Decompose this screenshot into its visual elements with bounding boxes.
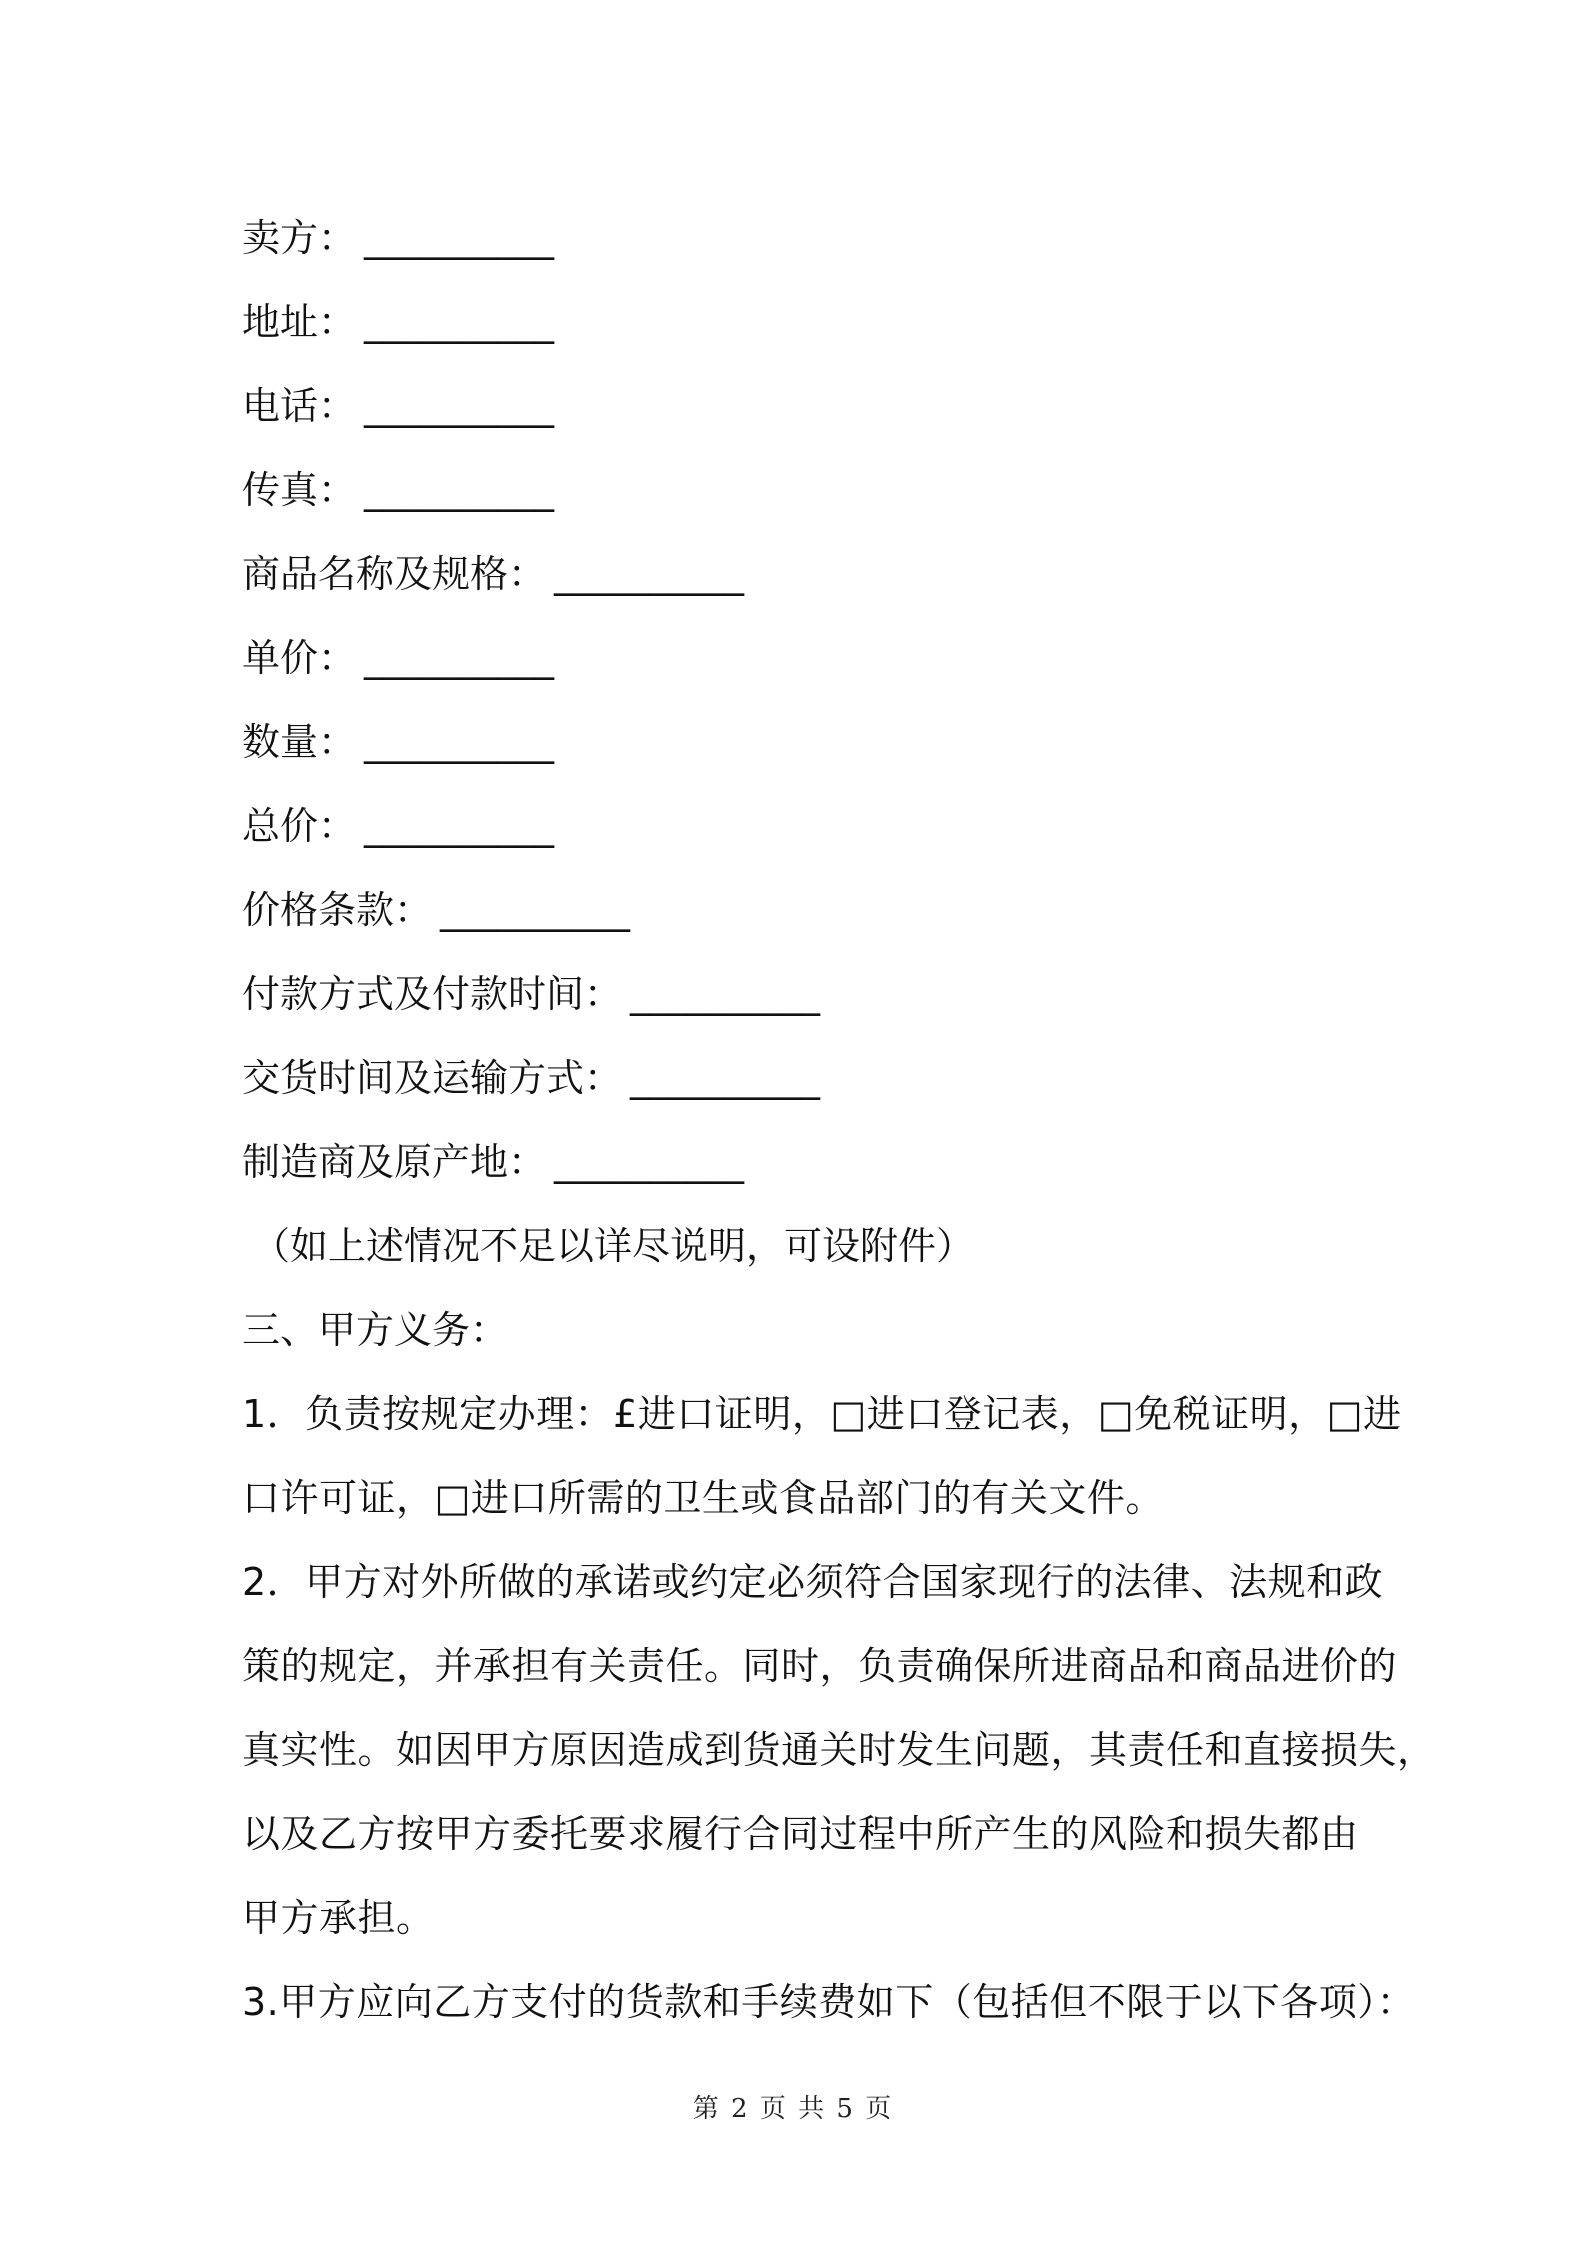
- paragraph-line: 3.甲方应向乙方支付的货款和手续费如下（包括但不限于以下各项）：: [242, 1980, 1416, 2024]
- attachment-note: （如上述情况不足以详尽说明，可设附件）: [252, 1224, 975, 1268]
- page-footer: 第 2 页 共 5 页: [692, 2094, 894, 2124]
- field-label: 单价：: [242, 636, 357, 680]
- field-blank: __________: [364, 300, 555, 344]
- field-label: 制造商及原产地：: [242, 1140, 547, 1184]
- field-blank: __________: [364, 216, 555, 260]
- field-blank: __________: [364, 636, 555, 680]
- obligation-item-1: [242, 1372, 1402, 1540]
- field-blank: __________: [364, 804, 555, 848]
- field-label: 总价：: [242, 804, 357, 848]
- field-blank: __________: [364, 468, 555, 512]
- paragraph-line: 甲方承担。: [242, 1896, 435, 1940]
- field-quantity: [242, 700, 1357, 784]
- paragraph-line: 策的规定，并承担有关责任。同时，负责确保所进商品和商品进价的: [242, 1644, 1398, 1688]
- field-fax: [242, 448, 1357, 532]
- field-label: 商品名称及规格：: [242, 552, 547, 596]
- document-content: [242, 196, 1436, 2044]
- field-unit-price: [242, 616, 1357, 700]
- field-product-name-spec: [242, 532, 1357, 616]
- field-blank: __________: [440, 888, 631, 932]
- field-label: 电话：: [242, 384, 357, 428]
- field-label: 交货时间及运输方式：: [242, 1056, 623, 1100]
- field-label: 价格条款：: [242, 888, 433, 932]
- field-address: [242, 280, 1357, 364]
- field-blank: __________: [554, 552, 745, 596]
- field-manufacturer-origin: [242, 1120, 1357, 1204]
- field-label: 传真：: [242, 468, 357, 512]
- field-blank: __________: [630, 972, 821, 1016]
- field-label: 付款方式及付款时间：: [242, 972, 623, 1016]
- obligation-item-2: [242, 1540, 1436, 1960]
- field-delivery-transport: [242, 1036, 1357, 1120]
- paragraph-line: 以及乙方按甲方委托要求履行合同过程中所产生的风险和损失都由: [242, 1812, 1359, 1856]
- paragraph-line: 2．甲方对外所做的承诺或约定必须符合国家现行的法律、法规和政: [242, 1560, 1384, 1604]
- field-blank: __________: [364, 384, 555, 428]
- field-phone: [242, 364, 1357, 448]
- field-price-terms: [242, 868, 1357, 952]
- field-blank: __________: [364, 720, 555, 764]
- field-total-price: [242, 784, 1357, 868]
- field-label: 数量：: [242, 720, 357, 764]
- field-payment-method: [242, 952, 1357, 1036]
- field-seller: [242, 196, 1357, 280]
- obligation-item-3: [242, 1960, 1416, 2044]
- paragraph-line: 口许可证，□进口所需的卫生或食品部门的有关文件。: [242, 1476, 1164, 1520]
- section-heading: 三、甲方义务：: [242, 1308, 509, 1352]
- field-blank: __________: [630, 1056, 821, 1100]
- field-label: 卖方：: [242, 216, 357, 260]
- paragraph-line: 1．负责按规定办理：£进口证明，□进口登记表，□免税证明，□进: [242, 1392, 1402, 1436]
- field-label: 地址：: [242, 300, 357, 344]
- field-blank: __________: [554, 1140, 745, 1184]
- paragraph-line: 真实性。如因甲方原因造成到货通关时发生问题，其责任和直接损失，: [242, 1728, 1436, 1772]
